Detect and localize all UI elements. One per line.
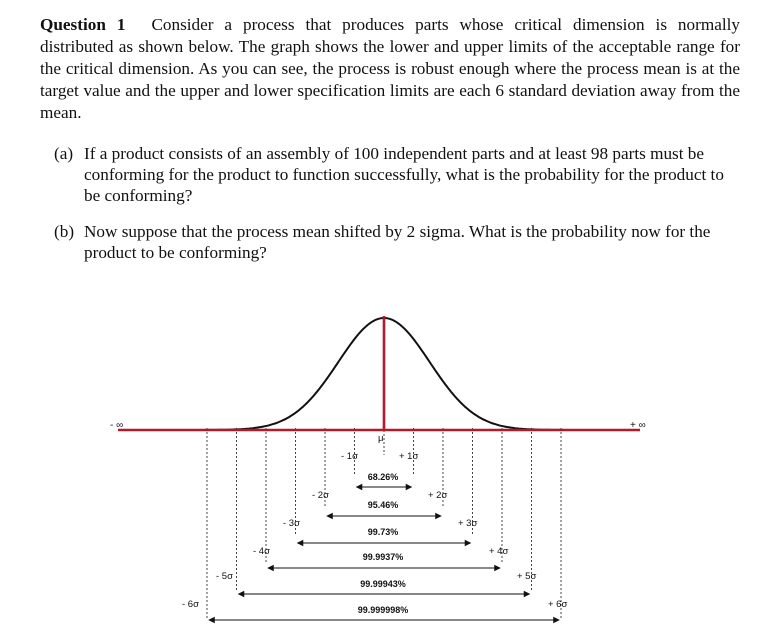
- plus-5-sigma-label: + 5σ: [517, 571, 537, 582]
- plus-4-sigma-label: + 4σ: [489, 546, 509, 557]
- plus-3-sigma-label: + 3σ: [458, 518, 478, 529]
- part-b-label: (b): [54, 222, 75, 241]
- minus-3-sigma-label: - 3σ: [283, 518, 300, 529]
- minus-5-sigma-label: - 5σ: [216, 571, 233, 582]
- neg-infinity-label: - ∞: [110, 420, 124, 431]
- question-text: Consider a process that produces parts whose critical dimension is normally distributed as shown below. The graph shows the lower and upper limits of the acceptable range for the critical dimension. As you can see, the process is robust enough where the process mean is at the target value and the upper and lower specification limits are each 6 standard deviation away from the mean.: [40, 15, 740, 122]
- minus-4-sigma-label: - 4σ: [253, 546, 270, 557]
- question-label: Question 1: [40, 15, 126, 34]
- pct-4-sigma: 99.9937%: [362, 552, 404, 562]
- plus-6-sigma-label: + 6σ: [548, 599, 568, 610]
- minus-2-sigma-label: - 2σ: [312, 490, 329, 501]
- plus-2-sigma-label: + 2σ: [428, 490, 448, 501]
- plus-1-sigma-label: + 1σ: [399, 451, 419, 462]
- part-b-text: Now suppose that the process mean shifted by 2 sigma. What is the probability now for the product to be conforming?: [84, 222, 711, 262]
- bell-curve: [195, 318, 577, 430]
- part-a-label: (a): [54, 144, 74, 163]
- pct-5-sigma: 99.99943%: [360, 579, 406, 589]
- part-a-text: If a product consists of an assembly of 100 independent parts and at least 98 parts must be conforming for the product to function successfully, what is the probability for the product to be conforming?: [84, 144, 724, 205]
- minus-6-sigma-label: - 6σ: [182, 599, 199, 610]
- pct-6-sigma: 99.999998%: [357, 605, 409, 615]
- pos-infinity-label: + ∞: [630, 420, 646, 431]
- mu-label: μ: [378, 433, 384, 444]
- pct-2-sigma: 95.46%: [367, 500, 399, 510]
- pct-3-sigma: 99.73%: [367, 527, 399, 537]
- pct-1-sigma: 68.26%: [367, 472, 399, 482]
- minus-1-sigma-label: - 1σ: [341, 451, 358, 462]
